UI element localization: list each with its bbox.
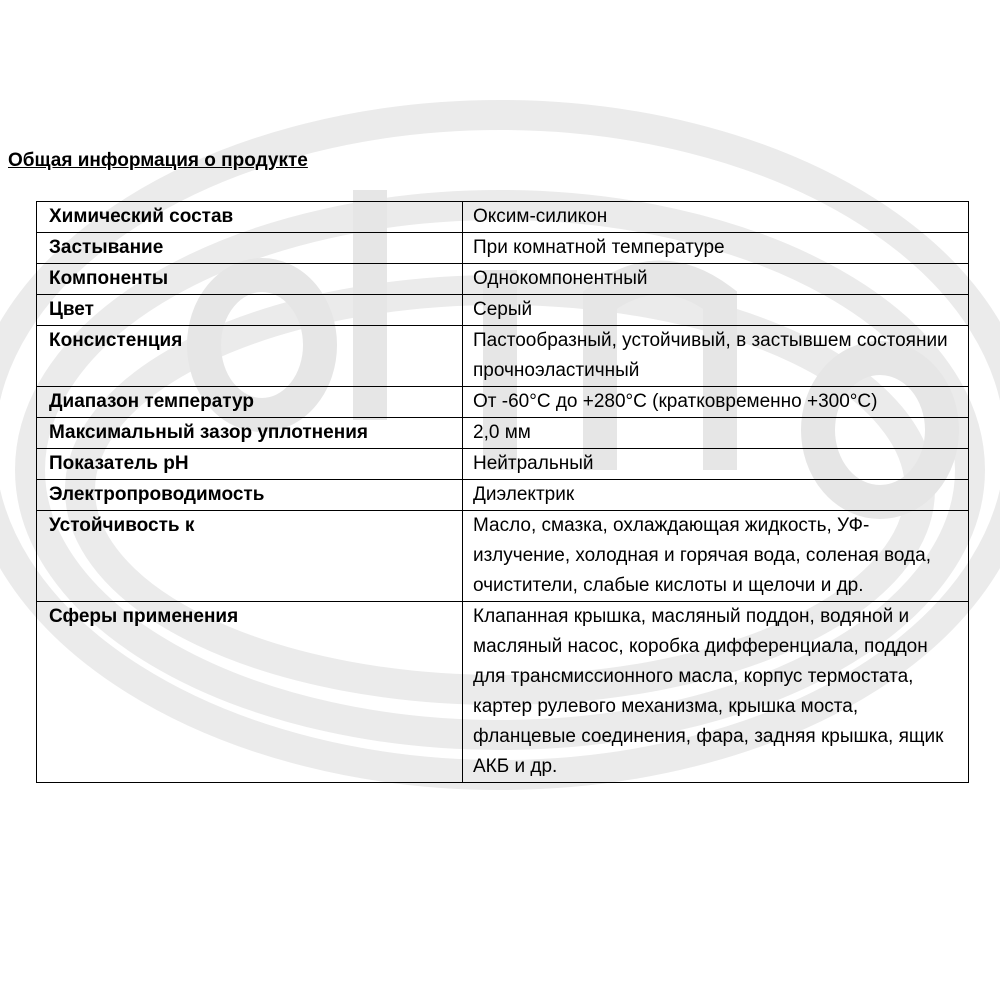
table-row	[37, 202, 969, 233]
spec-value: Пастообразный, устойчивый, в застывшем состоянии прочноэластичный	[463, 326, 969, 387]
spec-value: Оксим-силикон	[463, 202, 969, 233]
table-row	[37, 480, 969, 511]
spec-key: Сферы применения	[37, 602, 463, 783]
spec-key: Цвет	[37, 295, 463, 326]
spec-key: Диапазон температур	[37, 387, 463, 418]
table-row	[37, 295, 969, 326]
spec-value: Диэлектрик	[463, 480, 969, 511]
spec-value: Масло, смазка, охлаждающая жидкость, УФ-излучение, холодная и горячая вода, соленая вода, очистители, слабые кислоты и щелочи и др.	[463, 511, 969, 602]
table-row	[37, 233, 969, 264]
spec-value: Нейтральный	[463, 449, 969, 480]
spec-value: 2,0 мм	[463, 418, 969, 449]
product-spec-table	[36, 201, 969, 783]
spec-value: Серый	[463, 295, 969, 326]
table-row	[37, 418, 969, 449]
spec-key: Застывание	[37, 233, 463, 264]
table-row	[37, 449, 969, 480]
table-row	[37, 511, 969, 602]
spec-key: Консистенция	[37, 326, 463, 387]
table-row	[37, 326, 969, 387]
table-row	[37, 602, 969, 783]
spec-key: Показатель рН	[37, 449, 463, 480]
table-row	[37, 264, 969, 295]
spec-key: Химический состав	[37, 202, 463, 233]
spec-key: Электропроводимость	[37, 480, 463, 511]
spec-value: От -60°С до +280°С (кратковременно +300°С)	[463, 387, 969, 418]
section-title: Общая информация о продукте	[8, 150, 308, 171]
spec-value: При комнатной температуре	[463, 233, 969, 264]
table-row	[37, 387, 969, 418]
spec-value: Однокомпонентный	[463, 264, 969, 295]
spec-key: Устойчивость к	[37, 511, 463, 602]
spec-value: Клапанная крышка, масляный поддон, водяной и масляный насос, коробка дифференциала, поддон для трансмиссионного масла, корпус термостата, картер рулевого механизма, крышка моста, фланцевые соединения, фара, задняя крышка, ящик АКБ и др.	[463, 602, 969, 783]
spec-key: Максимальный зазор уплотнения	[37, 418, 463, 449]
spec-key: Компоненты	[37, 264, 463, 295]
